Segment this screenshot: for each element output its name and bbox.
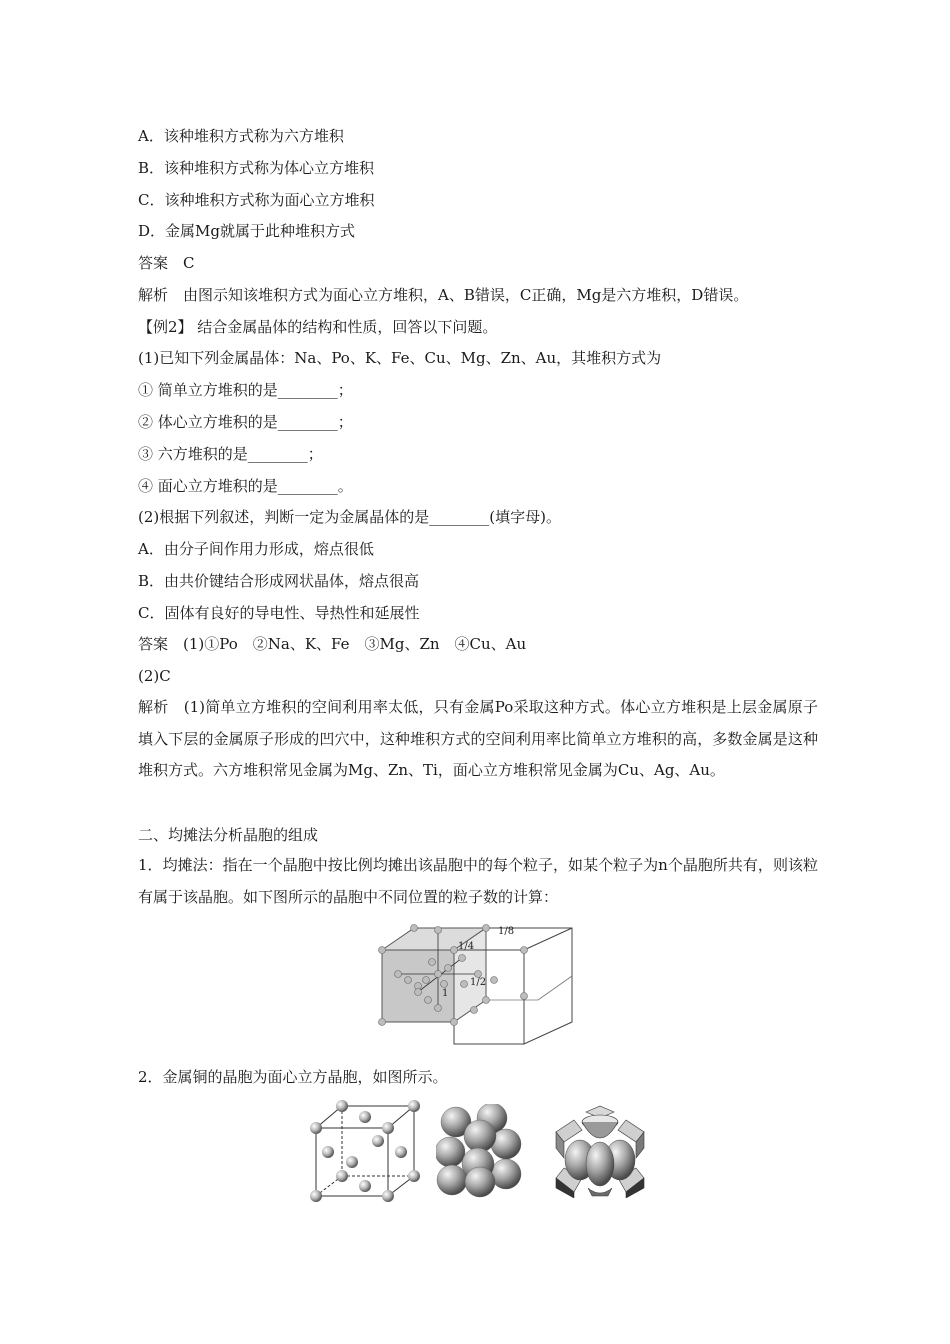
question-2-1: (1)已知下列金属晶体：Na、Po、K、Fe、Cu、Mg、Zn、Au，其堆积方式为 xyxy=(138,349,662,367)
answer-1: 答案 C xyxy=(138,254,195,272)
copper-cell-text: 2．金属铜的晶胞为面心立方晶胞，如图所示。 xyxy=(138,1068,448,1086)
answer-2-part2: (2)C xyxy=(138,667,171,685)
fcc-wireframe-figure xyxy=(306,1098,428,1202)
analysis-1: 解析 由图示知该堆积方式为面心立方堆积，A、B错误，C正确，Mg是六方堆积，D错误。 xyxy=(138,286,749,304)
blank-body-centered: ② 体心立方堆积的是________； xyxy=(138,413,353,431)
question-2-2: (2)根据下列叙述，判断一定为金属晶体的是________(填字母)。 xyxy=(138,508,561,526)
label-face: 1/2 xyxy=(470,977,487,988)
unit-cell-sharing-figure xyxy=(378,922,580,1052)
averaging-method-text: 1．均摊法：指在一个晶胞中按比例均摊出该晶胞中的每个粒子，如某个粒子为n个晶胞所共有，则该粒有属于该晶胞。如下图所示的晶胞中不同位置的粒子数的计算： xyxy=(138,856,818,906)
fcc-cut-cell-figure xyxy=(554,1104,646,1198)
choice-a: A．该种堆积方式称为六方堆积 xyxy=(138,127,344,145)
option-b: B．由共价键结合形成网状晶体，熔点很高 xyxy=(138,572,420,590)
analysis-2: 解析 (1)简单立方堆积的空间利用率太低，只有金属Po采取这种方式。体心立方堆积是上层金属原子填入下层的金属原子形成的凹穴中，这种堆积方式的空间利用率比简单立方堆积的高，多数金属是这种堆积方式。六方堆积常见金属为Mg、Zn、Ti，面心立方堆积常见金属为Cu、Ag、Au。 xyxy=(138,698,818,779)
choice-c: C．该种堆积方式称为面心立方堆积 xyxy=(138,191,375,209)
example-2-heading: 【例2】 结合金属晶体的结构和性质，回答以下问题。 xyxy=(138,318,498,336)
blank-simple-cubic: ① 简单立方堆积的是________； xyxy=(138,381,353,399)
answer-2: 答案 (1)①Po ②Na、K、Fe ③Mg、Zn ④Cu、Au xyxy=(138,635,527,653)
blank-hexagonal: ③ 六方堆积的是________； xyxy=(138,445,323,463)
choice-d: D．金属Mg就属于此种堆积方式 xyxy=(138,222,355,240)
option-a: A．由分子间作用力形成，熔点很低 xyxy=(138,540,374,558)
fcc-packed-spheres-figure xyxy=(436,1104,522,1198)
blank-face-centered: ④ 面心立方堆积的是________。 xyxy=(138,477,353,495)
choice-b: B．该种堆积方式称为体心立方堆积 xyxy=(138,159,375,177)
label-edge: 1/4 xyxy=(458,941,475,952)
label-corner: 1/8 xyxy=(498,926,515,937)
label-body: 1 xyxy=(442,988,449,999)
section-heading: 二、均摊法分析晶胞的组成 xyxy=(138,826,319,844)
option-c: C．固体有良好的导电性、导热性和延展性 xyxy=(138,604,420,622)
